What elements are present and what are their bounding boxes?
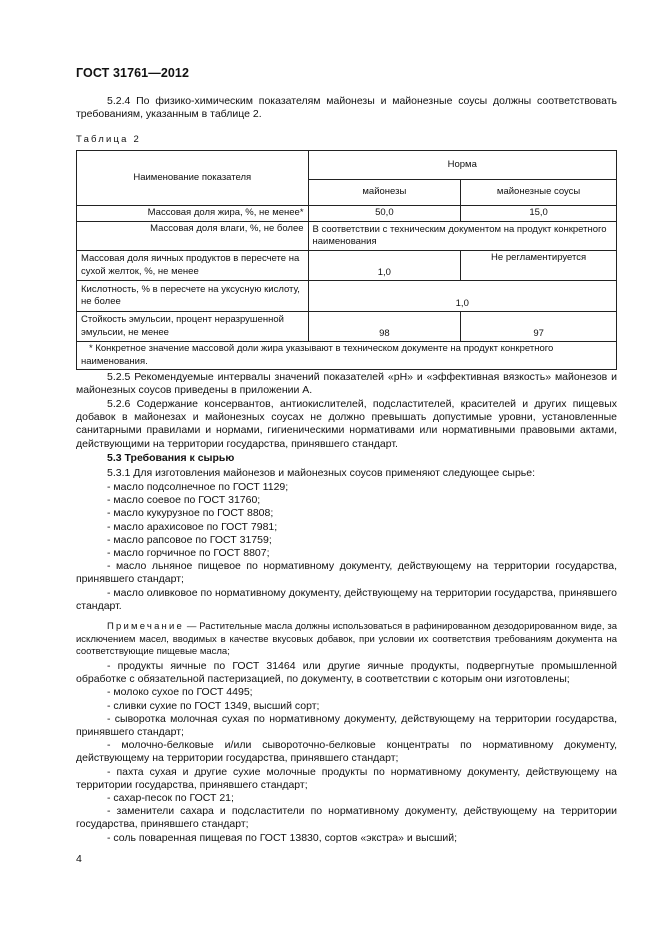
row-mayo: 98	[308, 312, 461, 342]
note-block	[76, 621, 617, 659]
raw-materials-list	[76, 660, 617, 845]
list-item: - масло горчичное по ГОСТ 8807;	[107, 547, 270, 560]
row-sauce: Не регламентируется	[461, 251, 617, 281]
list-item: - пахта сухая и другие сухие молочные продукты по нормативному документу, действующему на территории государства, принявшего стандарт;	[76, 765, 617, 791]
table-caption: Таблица 2	[76, 134, 141, 145]
list-item: - масло льняное пищевое по нормативному документу, действующему на территории государства, принявшего стандарт;	[76, 560, 617, 586]
table-row	[77, 206, 617, 222]
row-merged: В соответствии с техническим документом на продукт конкретного наименования	[308, 222, 616, 251]
paragraph-5-2-4: 5.2.4 По физико-химическим показателям майонезы и майонезные соусы должны соответствовать требованиям, указанным в таблице 2.	[76, 95, 617, 121]
row-name: Стойкость эмульсии, процент неразрушенной эмульсии, не менее	[77, 312, 309, 342]
col-header-norm: Норма	[308, 151, 616, 180]
col-header-sauce: майонезные соусы	[461, 180, 617, 206]
row-name: Кислотность, % в пересчете на уксусную кислоту, не более	[77, 281, 309, 312]
page-number: 4	[76, 853, 82, 865]
table-row	[77, 281, 617, 312]
list-item: - молоко сухое по ГОСТ 4495;	[107, 686, 253, 699]
list-item: - молочно-белковые и/или сывороточно-белковые концентраты по нормативному документу, действующему на территории государства, принявшего стандарт;	[76, 739, 617, 765]
row-sauce: 97	[461, 312, 617, 342]
list-item: - сахар-песок по ГОСТ 21;	[107, 792, 234, 805]
paragraph-5-3-1: 5.3.1 Для изготовления майонезов и майонезных соусов применяют следующее сырье:	[107, 467, 536, 479]
col-header-name: Наименование показателя	[77, 151, 309, 206]
col-header-mayo: майонезы	[308, 180, 461, 206]
list-item: - заменители сахара и подсластители по нормативному документу, действующему на территории государства, принявшего стандарт;	[76, 805, 617, 831]
raw-oils-list	[76, 481, 617, 613]
list-item: - сливки сухие по ГОСТ 1349, высший сорт;	[107, 699, 320, 712]
row-name: Массовая доля жира, %, не менее*	[77, 206, 309, 222]
paragraph-5-2-5: 5.2.5 Рекомендуемые интервалы значений показателей «рН» и «эффективная вязкость» майонезов и майонезных соусов приведены в приложении А.	[76, 371, 617, 397]
list-item: - продукты яичные по ГОСТ 31464 или другие яичные продукты, подвергнутые промышленной обработке с обязательной пастеризацией, по документу, в соответствии с которым они изготовлены;	[76, 660, 617, 686]
table-row	[77, 312, 617, 342]
list-item: - масло подсолнечное по ГОСТ 1129;	[107, 481, 289, 493]
list-item: - масло соевое по ГОСТ 31760;	[107, 494, 261, 507]
row-mayo: 1,0	[308, 251, 461, 281]
row-merged: 1,0	[308, 281, 616, 312]
table-2	[76, 150, 617, 370]
row-mayo: 50,0	[308, 206, 461, 222]
row-name: Массовая доля влаги, %, не более	[77, 222, 309, 251]
note-label: Примечание	[107, 621, 184, 632]
row-name: Массовая доля яичных продуктов в пересчете на сухой желток, %, не менее	[77, 251, 309, 281]
list-item: - масло арахисовое по ГОСТ 7981;	[107, 520, 278, 533]
note-text: — Растительные масла должны использоваться в рафинированном дезодорированном виде, за исключением масел, вводимых в качестве вкусовых добавок, при условии их соответствия требованиям документа на соответствующие пищевые масла;	[76, 621, 617, 658]
list-item: - масло кукурузное по ГОСТ 8808;	[107, 507, 274, 520]
list-item: - масло оливковое по нормативному документу, действующему на территории государства, принявшего стандарт.	[76, 586, 617, 612]
section-heading-5-3: 5.3 Требования к сырью	[107, 452, 235, 464]
table-row	[77, 222, 617, 251]
list-item: - сыворотка молочная сухая по нормативному документу, действующему на территории государства, принявшего стандарт;	[76, 712, 617, 739]
table-row	[77, 251, 617, 281]
list-item: - масло рапсовое по ГОСТ 31759;	[107, 533, 272, 546]
table-footnote: * Конкретное значение массовой доли жира указывают в техническом документе на продукт конкретного наименования.	[77, 342, 617, 370]
doc-title: ГОСТ 31761—2012	[76, 66, 190, 80]
row-sauce: 15,0	[461, 206, 617, 222]
paragraph-5-2-6: 5.2.6 Содержание консервантов, антиокислителей, подсластителей, красителей и других пищевых добавок в майонезах и майонезных соусах не должно превышать допустимые уровни, установленные санитарными правилами и нормами, гигиеническими нормативами или нормативными правовыми актами, действующими на территории государства, принявшего стандарт.	[76, 398, 617, 450]
list-item: - соль поваренная пищевая по ГОСТ 13830, сортов «экстра» и высший;	[107, 831, 458, 844]
